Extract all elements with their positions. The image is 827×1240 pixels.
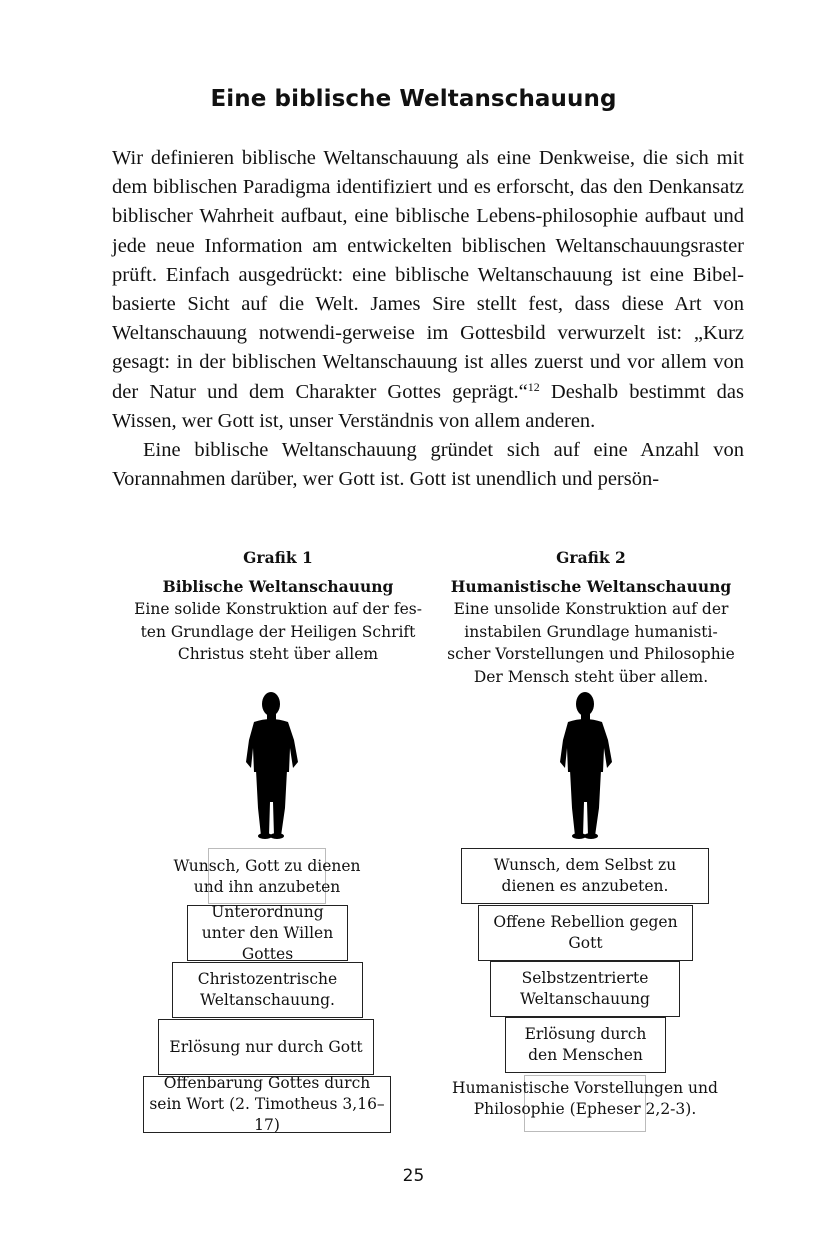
- grafik2-tier-4: Erlösung durch den Menschen: [505, 1017, 666, 1073]
- grafik2-label: Grafik 2: [556, 548, 626, 567]
- grafik1-caption-line: Eine solide Konstruktion auf der fes-: [134, 600, 422, 618]
- paragraph-2: Eine biblische Weltanschauung gründet sich auf eine Anzahl von Vorannahmen darüber, wer Gott ist. Gott ist unendlich und persön-: [112, 439, 744, 491]
- grafik1-caption-line: ten Grundlage der Heiligen Schrift: [140, 622, 416, 641]
- grafik2-caption-line: instabilen Grundlage humanisti-: [464, 622, 718, 641]
- grafik1-tier-top: Wunsch, Gott zu dienen und ihn anzubeten: [173, 857, 361, 896]
- person-silhouette-icon: [558, 690, 614, 840]
- person-silhouette-icon: [244, 690, 300, 840]
- paragraph-1-tail: Deshalb bestimmt das Wissen, wer Gott ist, unser Verständnis von allem anderen.: [112, 380, 744, 432]
- page-title: Eine biblische Weltanschauung: [210, 86, 617, 112]
- grafik2-caption-line: Eine unsolide Konstruktion auf der: [453, 600, 729, 618]
- body-text: [112, 144, 744, 494]
- grafik1-tier-base: Offenbarung Gottes durch sein Wort (2. Timotheus 3,16–17): [143, 1076, 391, 1133]
- grafik1-tier-2: Unterordnung unter den Willen Gottes: [187, 905, 348, 961]
- grafik1-tier-3: Christozentrische Weltanschauung.: [172, 962, 363, 1018]
- grafik2-caption-line: scher Vorstellungen und Philosophie: [447, 645, 735, 663]
- page-number: 25: [402, 1166, 425, 1186]
- grafik1-tier-4: Erlösung nur durch Gott: [158, 1019, 374, 1075]
- grafik2-tier-3: Selbstzentrierte Weltanschauung: [490, 961, 680, 1017]
- grafik2-caption: [436, 547, 746, 688]
- grafik1-caption-line: Christus steht über allem: [177, 645, 379, 663]
- grafik1-label: Grafik 1: [243, 548, 313, 567]
- grafik1-title: Biblische Weltanschauung: [162, 576, 394, 596]
- grafik2-title: Humanistische Weltanschauung: [450, 576, 732, 596]
- footnote-ref[interactable]: 12: [527, 379, 540, 394]
- paragraph-1: [112, 144, 744, 436]
- grafik2-tier-base: Humanistische Vorstellungen und Philosophie (Epheser 2,2-3).: [452, 1079, 718, 1118]
- grafik2-caption-line: Der Mensch steht über allem.: [473, 667, 709, 686]
- paragraph-1-text: Wir definieren biblische Weltanschauung als eine Denkweise, die sich mit dem biblischen Paradigma identifiziert und es erforscht, das den Denkansatz biblischer Wahrheit aufbaut, eine biblische Lebens-philosophie aufbaut und jede neue Information am entwickelten biblischen Weltanschauungsraster prüft. Einfach ausgedrückt: eine biblische Weltanschauung ist eine Bibel-basierte Sicht auf die Welt. James Sire stellt fest, dass diese Art von Weltanschauung notwendi-gerweise im Gottesbild verwurzelt ist: „Kurz gesagt: in der biblischen Weltanschauung ist alles zuerst und vor allem von der Natur und dem Charakter Gottes geprägt.“: [112, 147, 744, 403]
- grafik1-caption: [128, 547, 428, 666]
- grafik2-tier-top: Wunsch, dem Selbst zu dienen es anzubeten.: [461, 848, 709, 904]
- grafik2-tier-2: Offene Rebellion gegen Gott: [478, 905, 693, 961]
